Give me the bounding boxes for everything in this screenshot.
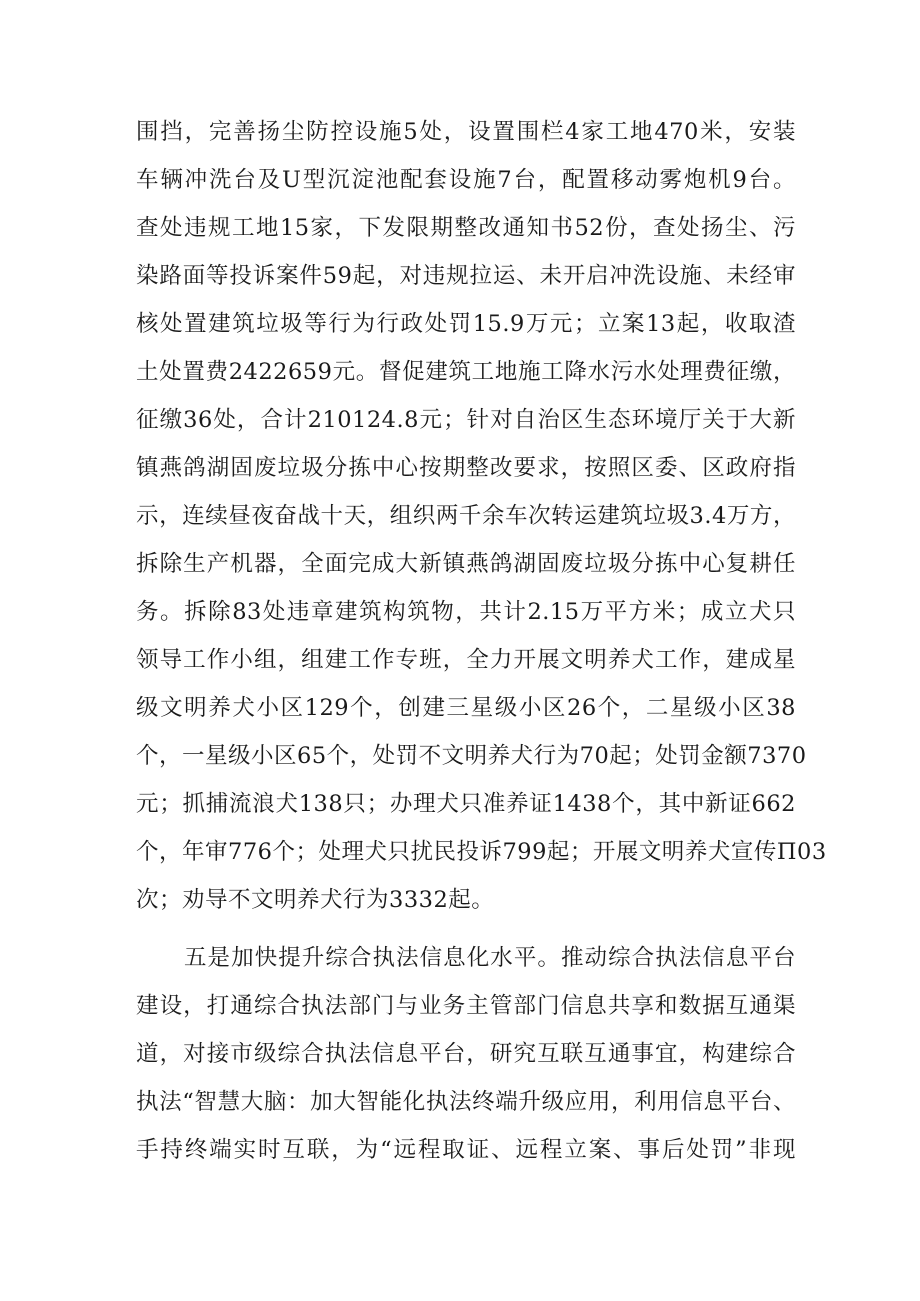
text-line: 元；抓捕流浪犬138只；办理犬只准养证1438个，其中新证662 xyxy=(136,791,796,817)
text-line: 示，连续昼夜奋战十天，组织两千余车次转运建筑垃圾3.4万方， xyxy=(136,503,796,529)
text-line: 道，对接市级综合执法信息平台，研究互联互通事宜，构建综合 xyxy=(136,1041,796,1067)
text-line: 查处违规工地15家，下发限期整改通知书52份，查处扬尘、污 xyxy=(136,215,796,241)
text-line: 围挡，完善扬尘防控设施5处，设置围栏4家工地470米，安装 xyxy=(136,119,796,145)
text-line: 征缴36处，合计210124.8元；针对自治区生态环境厅关于大新 xyxy=(136,407,796,433)
text-line: 染路面等投诉案件59起，对违规拉运、未开启冲洗设施、未经审 xyxy=(136,263,796,289)
text-line: 手持终端实时互联，为“远程取证、远程立案、事后处罚”非现 xyxy=(136,1137,796,1163)
text-line: 执法“智慧大脑：加大智能化执法终端升级应用，利用信息平台、 xyxy=(136,1089,796,1115)
text-line: 务。拆除83处违章建筑构筑物，共计2.15万平方米；成立犬只 xyxy=(136,599,796,625)
text-line: 建设，打通综合执法部门与业务主管部门信息共享和数据互通渠 xyxy=(136,993,796,1019)
text-line: 车辆冲洗台及U型沉淀池配套设施7台，配置移动雾炮机9台。 xyxy=(136,167,796,193)
text-line: 五是加快提升综合执法信息化水平。推动综合执法信息平台 xyxy=(184,945,796,971)
text-line: 核处置建筑垃圾等行为行政处罚15.9万元；立案13起，收取渣 xyxy=(136,311,796,337)
text-line: 个，一星级小区65个，处罚不文明养犬行为70起；处罚金额7370 xyxy=(136,743,807,769)
text-line: 拆除生产机器，全面完成大新镇燕鸽湖固废垃圾分拣中心复耕任 xyxy=(136,551,796,577)
text-line: 镇燕鸽湖固废垃圾分拣中心按期整改要求，按照区委、区政府指 xyxy=(136,455,796,481)
text-line: 土处置费2422659元。督促建筑工地施工降水污水处理费征缴， xyxy=(136,359,796,385)
text-line: 领导工作小组，组建工作专班，全力开展文明养犬工作，建成星 xyxy=(136,647,796,673)
text-line: 次；劝导不文明养犬行为3332起。 xyxy=(136,887,495,913)
text-line: 级文明养犬小区129个，创建三星级小区26个，二星级小区38 xyxy=(136,695,796,721)
text-line: 个，年审776个；处理犬只扰民投诉799起；开展文明养犬宣传Π03 xyxy=(136,839,827,865)
